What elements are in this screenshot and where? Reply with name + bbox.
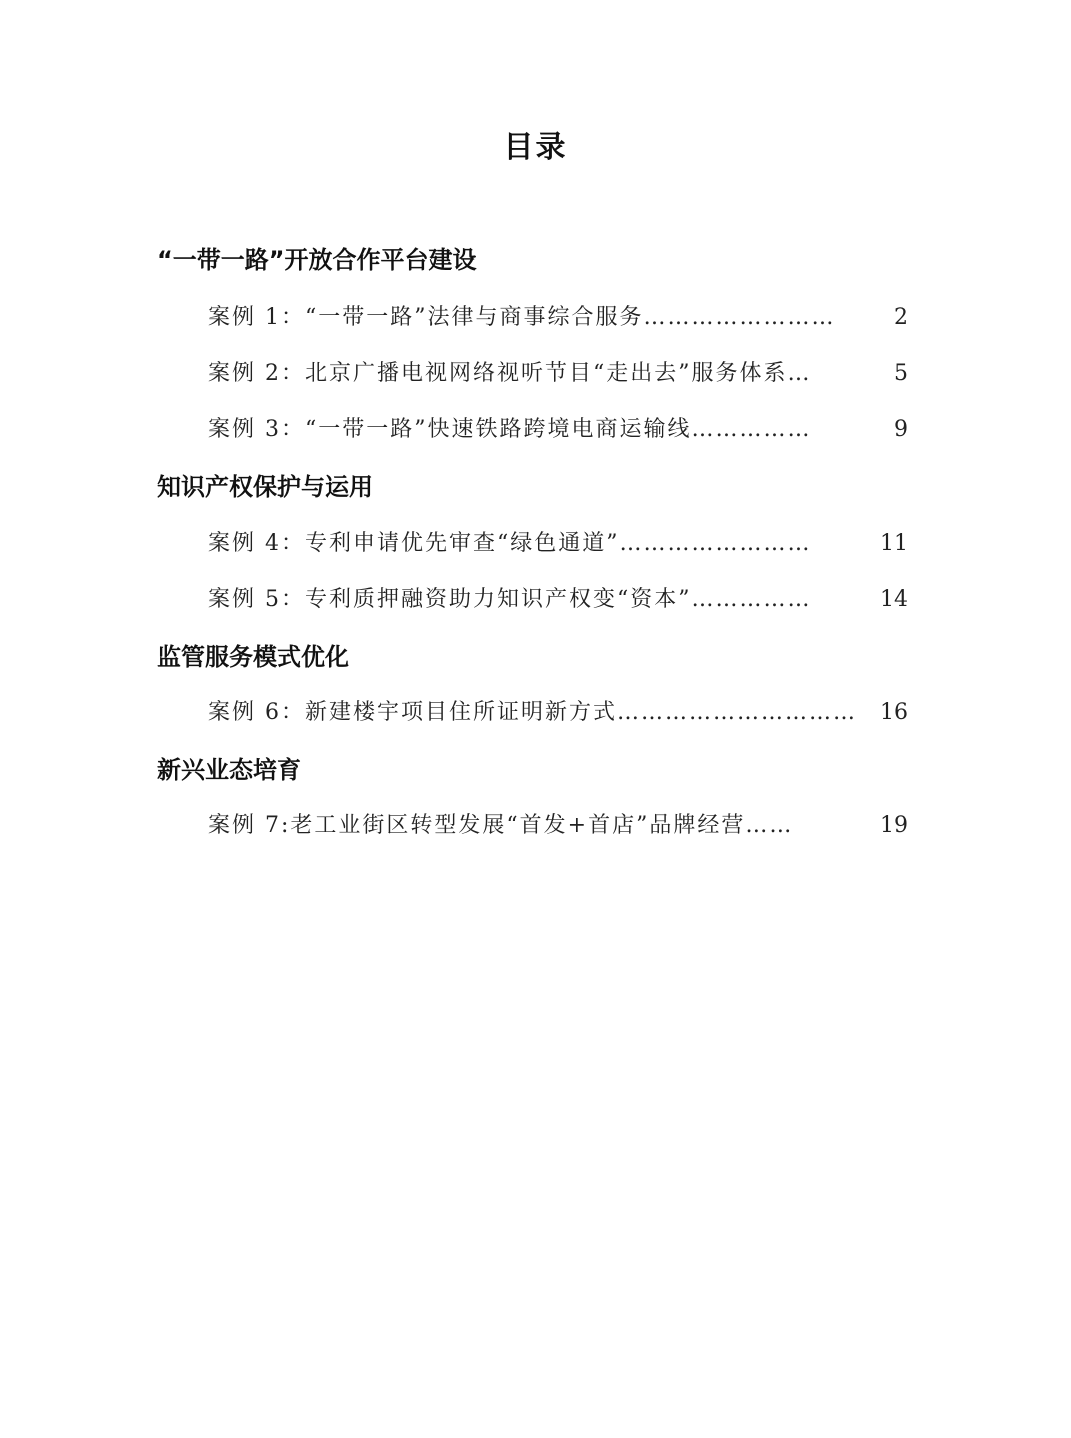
- toc-entry[interactable]: [208, 696, 908, 730]
- toc-entry[interactable]: [208, 301, 908, 335]
- toc-entry-title: 案例 3：“一带一路”快速铁路跨境电商运输线……………: [208, 417, 812, 442]
- toc-entry[interactable]: [208, 357, 908, 391]
- toc-entry-title: 案例 5：专利质押融资助力知识产权变“资本”……………: [208, 587, 812, 612]
- toc-entry[interactable]: [208, 809, 908, 843]
- toc-entry-title: 案例 6：新建楼宇项目住所证明新方式…………………………: [208, 700, 857, 725]
- section-heading-regulatory-service: 监管服务模式优化: [157, 643, 349, 671]
- section-heading-ip-protection: 知识产权保护与运用: [157, 473, 373, 501]
- toc-entry-page-number: 19: [880, 813, 908, 838]
- toc-entry-title: 案例 1：“一带一路”法律与商事综合服务……………………: [208, 305, 836, 330]
- toc-entry-page-number: 11: [880, 531, 908, 556]
- section-heading-belt-and-road: “一带一路”开放合作平台建设: [157, 246, 477, 274]
- toc-entry-title: 案例 2：北京广播电视网络视听节目“走出去”服务体系…: [208, 361, 812, 386]
- section-heading-emerging-business: 新兴业态培育: [157, 756, 301, 784]
- toc-entry-page-number: 2: [894, 305, 908, 330]
- toc-entry-page-number: 16: [880, 700, 908, 725]
- toc-entry-page-number: 14: [880, 587, 908, 612]
- toc-entry[interactable]: [208, 413, 908, 447]
- toc-title: 目录: [503, 130, 568, 165]
- toc-entry-page-number: 9: [894, 417, 908, 442]
- toc-entry[interactable]: [208, 583, 908, 617]
- toc-entry-title: 案例 7:老工业街区转型发展“首发+首店”品牌经营……: [208, 813, 794, 838]
- toc-entry-title: 案例 4：专利申请优先审查“绿色通道”……………………: [208, 531, 812, 556]
- toc-entry-page-number: 5: [894, 361, 908, 386]
- toc-entry[interactable]: [208, 527, 908, 561]
